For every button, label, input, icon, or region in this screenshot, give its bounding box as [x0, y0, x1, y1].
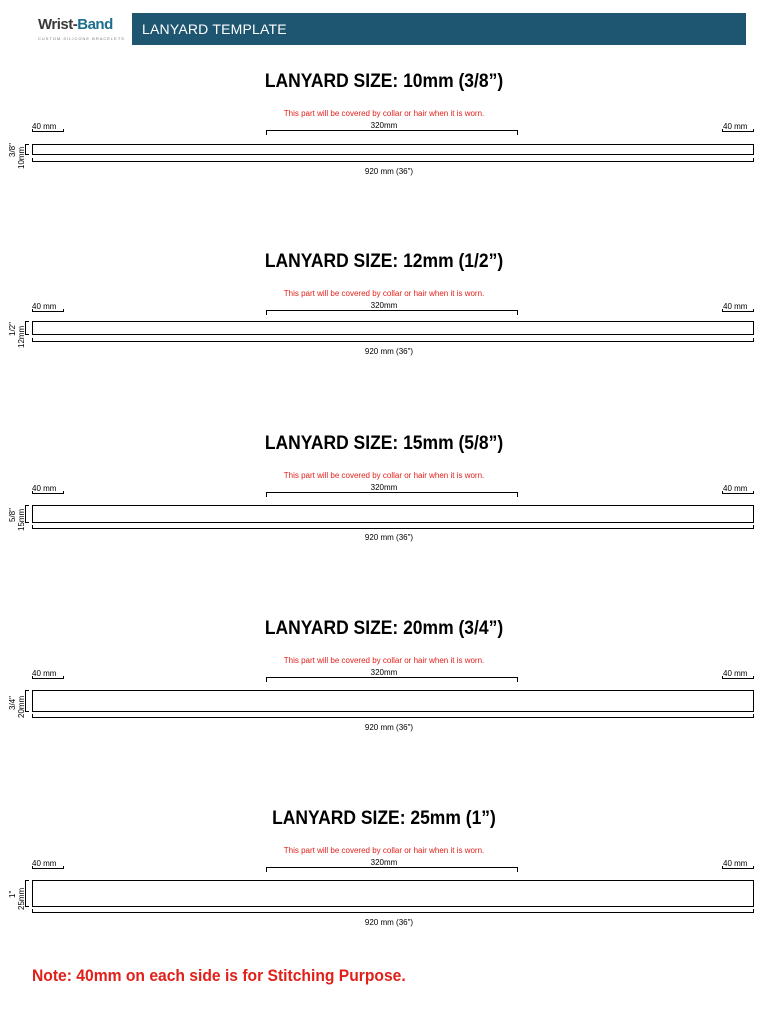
width-mm: 12mm — [17, 325, 26, 348]
total-dimension-line — [32, 714, 754, 718]
width-inches: 3/4" — [8, 696, 17, 710]
middle-dimension-label: 320mm — [370, 858, 398, 867]
logo-wordmark — [38, 16, 113, 33]
left-end-bracket — [32, 676, 64, 679]
middle-dimension-label: 320mm — [370, 301, 398, 310]
right-end-bracket — [722, 491, 754, 494]
left-end-label: 40 mm — [32, 302, 57, 311]
cover-warning: This part will be covered by collar or hair when it is worn. — [283, 289, 485, 298]
total-dimension-line — [32, 158, 754, 162]
width-inches: 1" — [8, 890, 17, 898]
right-end-bracket — [722, 129, 754, 132]
left-end-bracket — [32, 491, 64, 494]
left-end-bracket — [32, 309, 64, 312]
left-end-label: 40 mm — [32, 669, 57, 678]
total-dimension-label: 920 mm (36") — [364, 918, 414, 927]
lanyard-section-25mm — [0, 808, 768, 928]
stitching-note: Note: 40mm on each side is for Stitching Purpose. — [32, 966, 406, 985]
left-end-bracket — [32, 129, 64, 132]
total-dimension-label: 920 mm (36") — [364, 167, 414, 176]
cover-warning: This part will be covered by collar or hair when it is worn. — [283, 109, 485, 118]
lanyard-section-20mm — [0, 618, 768, 738]
middle-dimension-label: 320mm — [370, 483, 398, 492]
width-mm: 25mm — [17, 887, 26, 910]
cover-warning: This part will be covered by collar or hair when it is worn. — [283, 846, 485, 855]
cover-warning: This part will be covered by collar or hair when it is worn. — [283, 471, 485, 480]
middle-dimension-line — [266, 867, 518, 872]
right-end-bracket — [722, 866, 754, 869]
section-title: LANYARD SIZE: 12mm (1/2”) — [264, 251, 504, 272]
page-title: LANYARD TEMPLATE — [142, 21, 287, 37]
width-mm: 10mm — [17, 146, 26, 169]
right-end-label: 40 mm — [723, 484, 748, 493]
logo-text-b: Band — [77, 16, 113, 33]
total-dimension-label: 920 mm (36") — [364, 723, 414, 732]
title-banner — [132, 13, 746, 45]
section-title: LANYARD SIZE: 20mm (3/4”) — [264, 618, 504, 639]
left-end-label: 40 mm — [32, 484, 57, 493]
section-title: LANYARD SIZE: 25mm (1”) — [272, 808, 496, 829]
cover-warning: This part will be covered by collar or hair when it is worn. — [283, 656, 485, 665]
lanyard-section-12mm — [0, 251, 768, 371]
total-dimension-line — [32, 338, 754, 342]
section-title: LANYARD SIZE: 10mm (3/8”) — [264, 71, 504, 92]
middle-dimension-label: 320mm — [370, 668, 398, 677]
logo-text-a: Wrist- — [38, 16, 78, 33]
logo-tagline: CUSTOM SILICONE BRACELETS — [38, 36, 125, 41]
right-end-bracket — [722, 309, 754, 312]
middle-dimension-line — [266, 130, 518, 135]
lanyard-strip — [32, 321, 754, 335]
width-tick — [25, 144, 29, 155]
left-end-label: 40 mm — [32, 122, 57, 131]
total-dimension-line — [32, 525, 754, 529]
width-tick — [25, 505, 29, 523]
right-end-bracket — [722, 676, 754, 679]
lanyard-section-15mm — [0, 433, 768, 553]
width-inches: 3/8" — [8, 143, 17, 157]
total-dimension-label: 920 mm (36") — [364, 347, 414, 356]
page-header — [28, 13, 746, 45]
lanyard-section-10mm — [0, 71, 768, 191]
left-end-label: 40 mm — [32, 859, 57, 868]
middle-dimension-line — [266, 310, 518, 315]
wristband-logo — [28, 13, 132, 45]
left-end-bracket — [32, 866, 64, 869]
width-inches: 5/8" — [8, 508, 17, 522]
width-tick — [25, 690, 29, 712]
lanyard-strip — [32, 690, 754, 712]
width-mm: 20mm — [17, 695, 26, 718]
total-dimension-label: 920 mm (36") — [364, 533, 414, 542]
right-end-label: 40 mm — [723, 302, 748, 311]
section-title: LANYARD SIZE: 15mm (5/8”) — [264, 433, 504, 454]
middle-dimension-line — [266, 492, 518, 497]
right-end-label: 40 mm — [723, 669, 748, 678]
right-end-label: 40 mm — [723, 859, 748, 868]
middle-dimension-line — [266, 677, 518, 682]
width-tick — [25, 880, 29, 907]
width-inches: 1/2" — [8, 322, 17, 336]
width-tick — [25, 321, 29, 335]
total-dimension-line — [32, 909, 754, 913]
lanyard-strip — [32, 505, 754, 523]
right-end-label: 40 mm — [723, 122, 748, 131]
lanyard-strip — [32, 144, 754, 155]
width-mm: 15mm — [17, 508, 26, 531]
lanyard-strip — [32, 880, 754, 907]
middle-dimension-label: 320mm — [370, 121, 398, 130]
